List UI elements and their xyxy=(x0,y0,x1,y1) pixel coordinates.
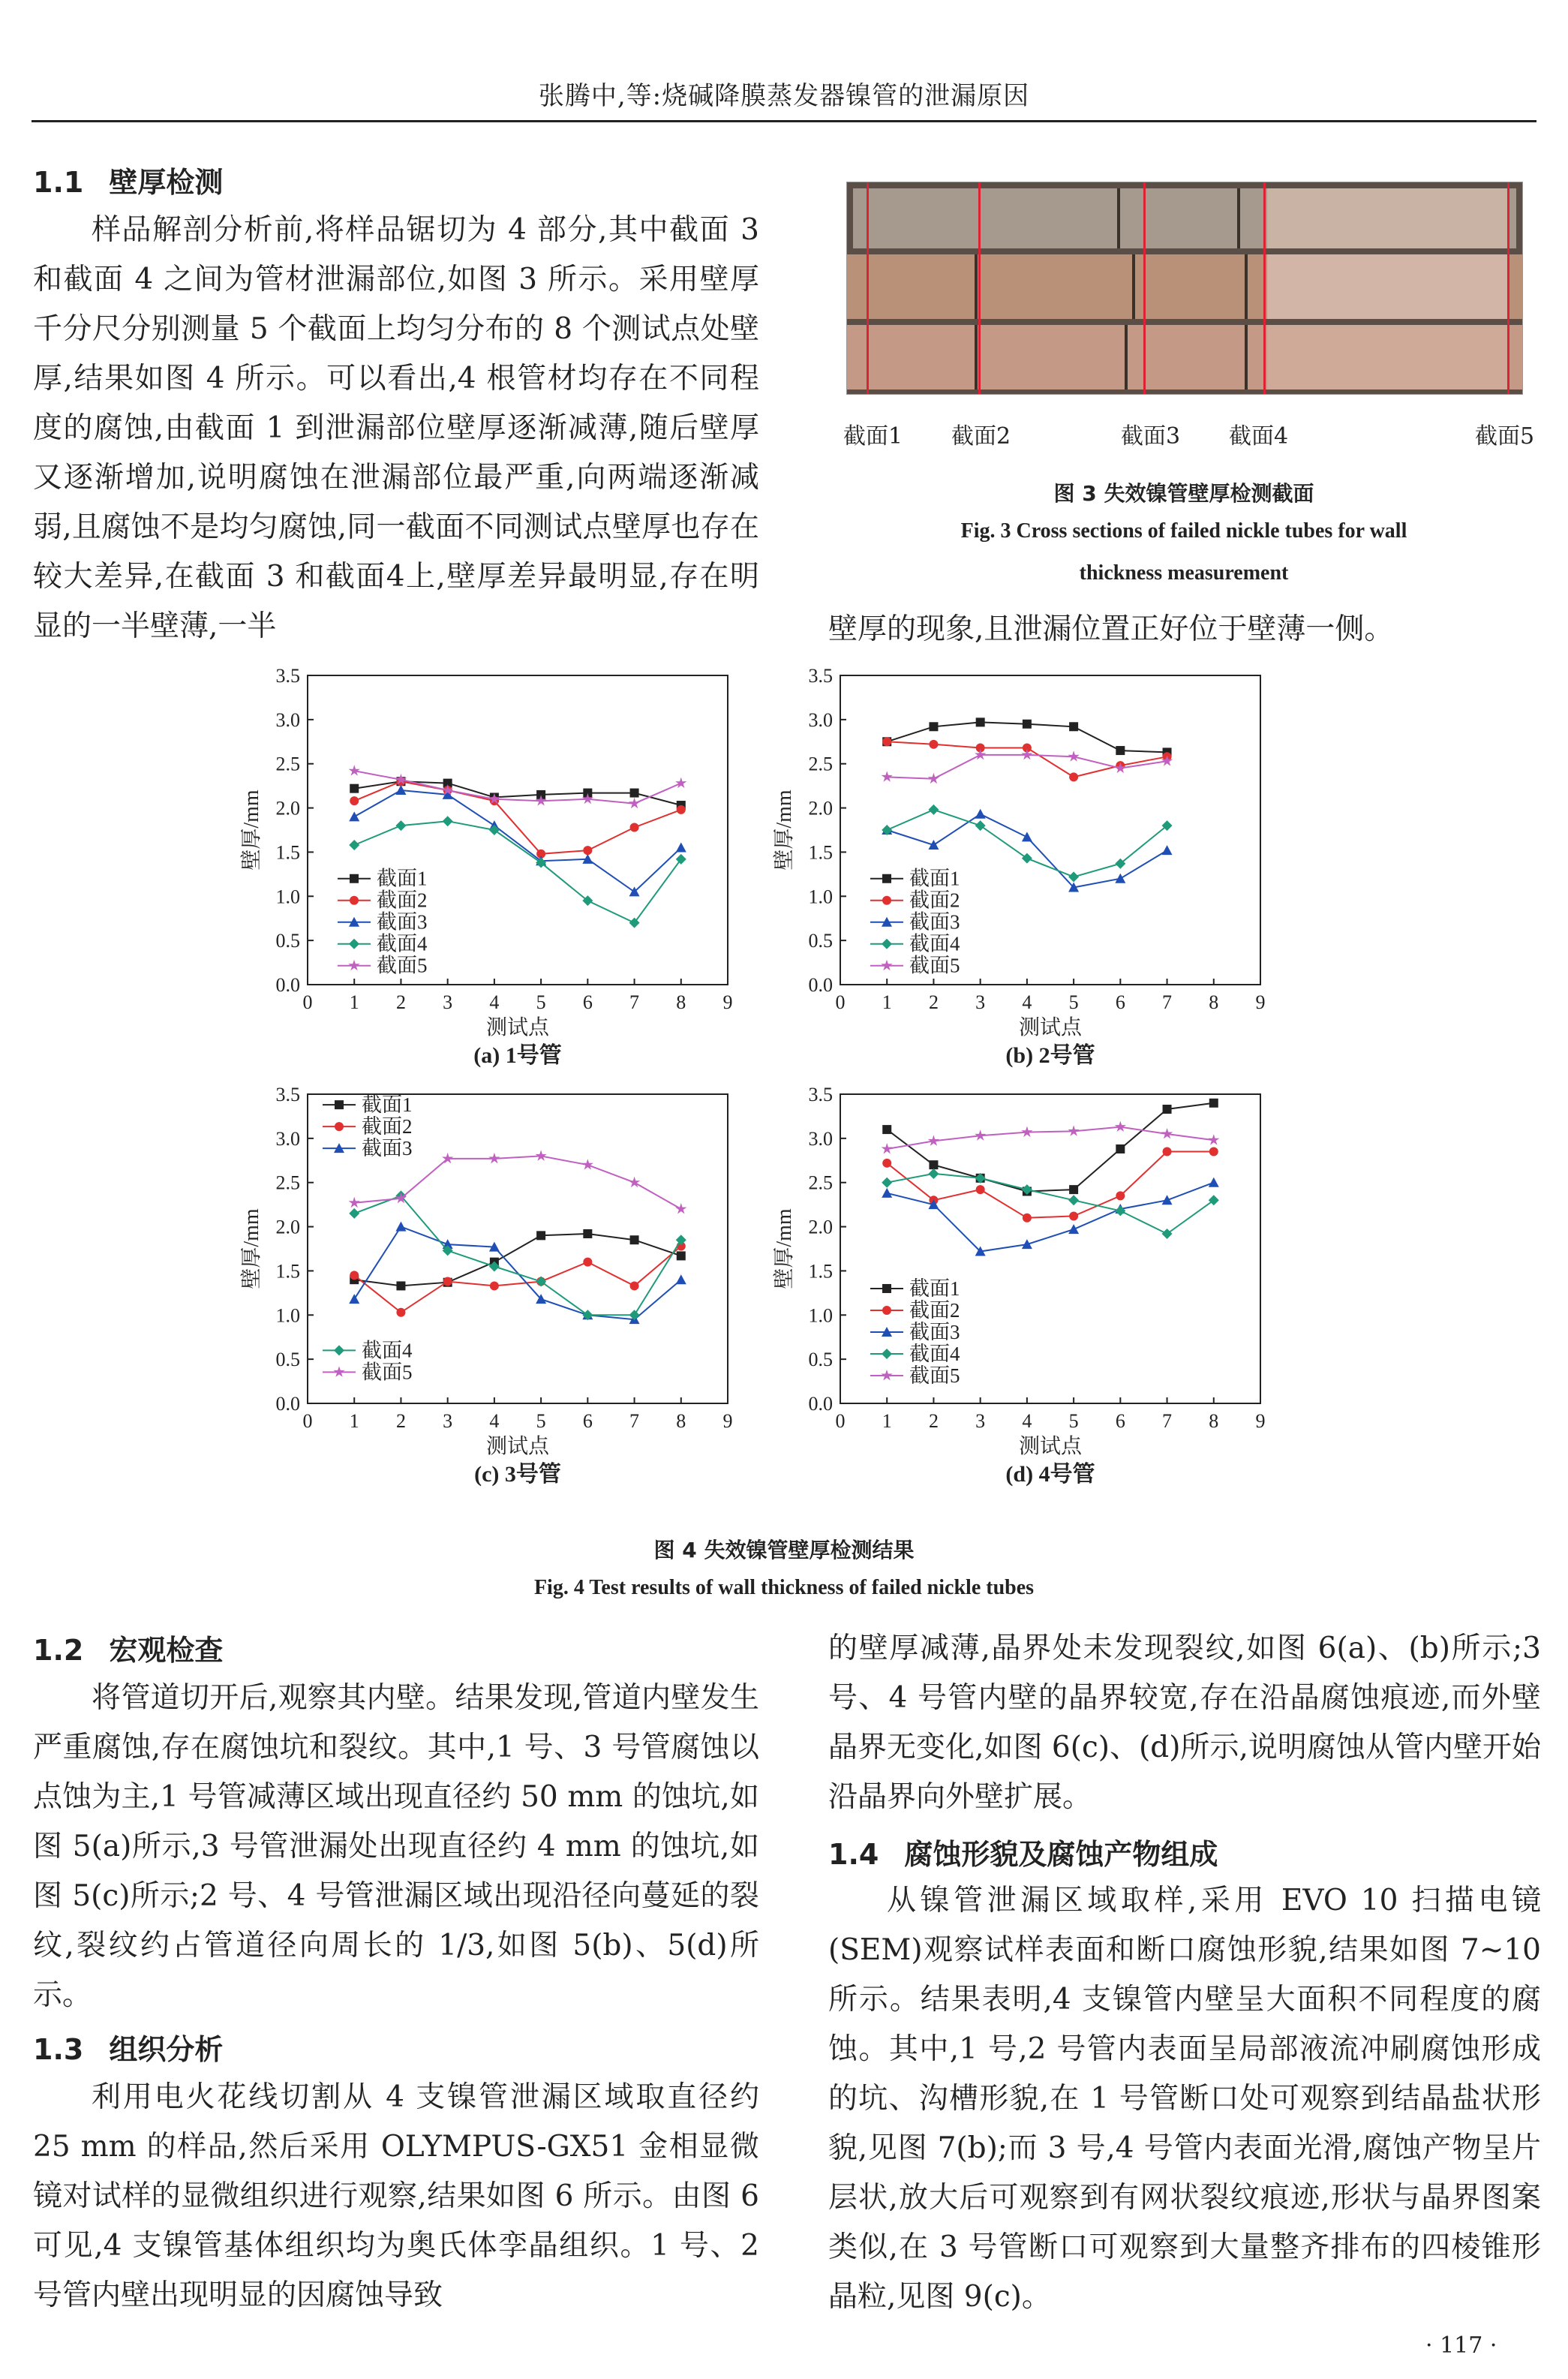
x-tick-label: 1 xyxy=(882,991,892,1013)
data-point xyxy=(350,784,359,793)
legend-label: 截面5 xyxy=(377,954,428,977)
legend-label: 截面2 xyxy=(377,889,428,912)
y-tick-label: 0.5 xyxy=(808,930,833,952)
data-point xyxy=(1023,720,1032,729)
x-tick-label: 6 xyxy=(1115,1410,1125,1432)
y-tick-label: 0.0 xyxy=(808,1393,833,1415)
x-tick-label: 0 xyxy=(302,991,313,1013)
y-tick-label: 0.5 xyxy=(808,1349,833,1371)
data-point xyxy=(882,1188,892,1198)
data-point xyxy=(882,737,891,746)
legend-item xyxy=(870,868,960,890)
chart-subtitle: (b) 2号管 xyxy=(1005,1043,1095,1068)
y-axis-label: 壁厚/mm xyxy=(240,789,263,871)
data-point xyxy=(882,1159,891,1168)
legend-item xyxy=(323,1137,413,1159)
series-line xyxy=(354,1196,681,1315)
legend-marker xyxy=(334,1345,344,1355)
y-tick-label: 3.0 xyxy=(808,708,833,731)
plot-frame xyxy=(308,675,728,985)
section-number: 1.1 xyxy=(33,166,84,199)
data-point xyxy=(583,846,592,855)
legend-label: 截面5 xyxy=(909,954,960,977)
y-tick-label: 3.0 xyxy=(275,708,300,731)
x-axis-label: 测试点 xyxy=(485,1435,550,1458)
y-axis-label: 壁厚/mm xyxy=(773,1208,796,1289)
x-tick-label: 8 xyxy=(676,1410,686,1432)
y-tick-label: 3.5 xyxy=(808,1084,833,1105)
data-point xyxy=(350,1271,359,1280)
legend-marker xyxy=(350,874,359,883)
x-tick-label: 2 xyxy=(928,1410,939,1432)
x-tick-label: 1 xyxy=(882,1410,892,1432)
data-point xyxy=(928,1168,939,1179)
data-point xyxy=(1116,1144,1125,1153)
x-tick-label: 6 xyxy=(582,1410,593,1432)
legend-item xyxy=(323,1361,413,1383)
series-line xyxy=(354,1247,681,1313)
x-tick-label: 7 xyxy=(1162,991,1173,1013)
y-tick-label: 0.0 xyxy=(808,974,833,996)
legend-item xyxy=(870,1321,960,1343)
series-5 xyxy=(882,749,1173,783)
legend-item xyxy=(323,1339,413,1361)
fig3-label-1: 截面1 xyxy=(843,423,903,450)
data-point xyxy=(677,805,686,814)
wall-thickness-paragraph-continued: 壁厚的现象,且泄漏位置正好位于壁薄一侧。 xyxy=(828,612,1394,646)
data-point xyxy=(1069,722,1078,731)
x-tick-label: 0 xyxy=(302,1410,313,1432)
data-point xyxy=(1022,853,1032,864)
y-tick-label: 1.5 xyxy=(275,841,300,864)
data-point xyxy=(928,805,939,815)
x-tick-label: 3 xyxy=(975,1410,986,1432)
y-tick-label: 0.0 xyxy=(275,1393,300,1415)
legend-label: 截面4 xyxy=(377,932,428,955)
data-point xyxy=(443,1277,452,1286)
legend-label: 截面1 xyxy=(909,1277,960,1300)
series-1 xyxy=(350,1229,686,1290)
legend-item xyxy=(870,889,960,912)
chart-c xyxy=(225,1079,750,1507)
data-point xyxy=(676,854,686,865)
legend-marker xyxy=(882,939,892,949)
data-point xyxy=(443,816,453,826)
data-point xyxy=(1116,746,1125,755)
data-point xyxy=(349,840,359,850)
section-line-5 xyxy=(1507,182,1509,394)
y-tick-label: 2.0 xyxy=(808,1216,833,1238)
data-point xyxy=(1162,845,1173,855)
legend-item xyxy=(338,933,428,955)
macro-inspection-paragraph: 将管道切开后,观察其内壁。结果发现,管道内壁发生严重腐蚀,存在腐蚀坑和裂纹。其中,1 号、3 号管腐蚀以点蚀为主,1 号管减薄区域出现直径约 50 mm 的蚀坑,如图 5(a)所示,3 号管泄漏处出现直径约 4 mm 的蚀坑,如图 5(c)所示;2 号、4 号管泄漏区域出现沿径向蔓延的裂纹,裂纹约占管道径向周长的 1/3,如图 5(b)、5(d)所示。 xyxy=(33,1681,759,2012)
data-point xyxy=(1209,1177,1219,1187)
x-tick-label: 9 xyxy=(1255,1410,1266,1432)
data-point xyxy=(630,823,639,832)
data-point xyxy=(536,1277,546,1287)
legend-label: 截面3 xyxy=(909,1320,960,1343)
data-point xyxy=(349,1208,359,1219)
fig3-label-2: 截面2 xyxy=(951,423,1011,450)
data-point xyxy=(1022,1239,1032,1249)
y-tick-label: 3.5 xyxy=(808,665,833,687)
legend-marker xyxy=(349,939,359,949)
legend-item xyxy=(338,889,428,912)
x-tick-label: 1 xyxy=(349,1410,359,1432)
data-point xyxy=(395,820,406,831)
y-tick-label: 0.0 xyxy=(275,974,300,996)
data-point xyxy=(630,789,639,798)
x-tick-label: 6 xyxy=(1115,991,1125,1013)
y-tick-label: 3.5 xyxy=(275,1084,300,1105)
page-number: · 117 · xyxy=(1425,2332,1497,2359)
data-point xyxy=(928,840,939,850)
data-point xyxy=(1209,1147,1218,1156)
x-axis-label: 测试点 xyxy=(1018,1435,1083,1458)
series-line xyxy=(887,1127,1214,1149)
legend-item xyxy=(338,911,428,934)
data-point xyxy=(676,843,686,853)
y-tick-label: 2.5 xyxy=(808,753,833,775)
data-point xyxy=(1068,1195,1079,1205)
data-point xyxy=(630,1281,639,1290)
data-point xyxy=(675,777,686,789)
x-tick-label: 9 xyxy=(722,1410,733,1432)
y-tick-label: 0.5 xyxy=(275,930,300,952)
x-tick-label: 5 xyxy=(536,991,546,1013)
series-2 xyxy=(350,1241,686,1316)
x-tick-label: 6 xyxy=(582,991,593,1013)
data-point xyxy=(1068,1224,1079,1234)
data-point xyxy=(1069,1185,1078,1194)
y-tick-label: 3.0 xyxy=(808,1127,833,1150)
x-tick-label: 7 xyxy=(629,991,640,1013)
section-number: 1.2 xyxy=(33,1634,84,1667)
x-axis-label: 测试点 xyxy=(485,1016,550,1039)
section-number: 1.3 xyxy=(33,2033,84,2066)
data-point xyxy=(1162,1195,1173,1205)
data-point xyxy=(536,1150,547,1161)
x-tick-label: 7 xyxy=(629,1410,640,1432)
x-tick-label: 5 xyxy=(1068,1410,1079,1432)
x-tick-label: 4 xyxy=(1022,1410,1032,1432)
data-point xyxy=(882,1177,892,1188)
legend-marker xyxy=(882,1306,891,1315)
fig3-label-4: 截面4 xyxy=(1229,423,1289,450)
legend-label: 截面1 xyxy=(362,1093,413,1117)
y-tick-label: 2.5 xyxy=(808,1171,833,1194)
fig3-photo xyxy=(846,182,1523,395)
section-title: 壁厚检测 xyxy=(109,166,224,199)
data-point xyxy=(1069,1211,1078,1220)
header-rule xyxy=(32,120,1536,122)
fig3-label-3: 截面3 xyxy=(1121,423,1181,450)
legend-item xyxy=(870,911,960,934)
legend-label: 截面3 xyxy=(909,910,960,934)
data-point xyxy=(929,740,938,749)
fig4-caption-en: Fig. 4 Test results of wall thickness of failed nickle tubes xyxy=(533,1576,1035,1599)
legend-marker xyxy=(882,1284,891,1293)
legend-item xyxy=(338,868,428,890)
x-tick-label: 4 xyxy=(489,991,500,1013)
x-tick-label: 5 xyxy=(536,1410,546,1432)
y-tick-label: 2.0 xyxy=(808,797,833,820)
x-tick-label: 9 xyxy=(1255,991,1266,1013)
x-tick-label: 3 xyxy=(443,1410,453,1432)
legend-label: 截面5 xyxy=(362,1361,413,1384)
data-point xyxy=(489,825,500,835)
legend-marker xyxy=(350,896,359,905)
x-tick-label: 1 xyxy=(349,991,359,1013)
data-point xyxy=(1068,871,1079,882)
y-tick-label: 3.5 xyxy=(275,665,300,687)
data-point xyxy=(976,1185,985,1194)
legend-marker xyxy=(882,874,891,883)
x-tick-label: 5 xyxy=(1068,991,1079,1013)
fig3-caption-cn: 图 3 失效镍管壁厚检测截面 xyxy=(1053,481,1314,506)
legend-marker xyxy=(335,1122,344,1131)
data-point xyxy=(536,1231,545,1240)
x-tick-label: 8 xyxy=(676,991,686,1013)
legend-label: 截面2 xyxy=(909,1298,960,1322)
legend-marker xyxy=(882,1349,892,1359)
fig3-caption-en-line2: thickness measurement xyxy=(1079,561,1289,585)
legend-label: 截面4 xyxy=(362,1339,413,1362)
data-point xyxy=(929,722,938,731)
data-point xyxy=(396,1308,405,1317)
x-tick-label: 4 xyxy=(489,1410,500,1432)
x-tick-label: 9 xyxy=(722,991,733,1013)
y-axis-label: 壁厚/mm xyxy=(240,1208,263,1289)
data-point xyxy=(929,1160,938,1169)
x-tick-label: 2 xyxy=(928,991,939,1013)
data-point xyxy=(350,796,359,805)
legend-marker xyxy=(882,896,891,905)
chart-d xyxy=(758,1079,1283,1507)
data-point xyxy=(1116,1191,1125,1200)
plot-frame xyxy=(840,675,1260,985)
data-point xyxy=(676,1274,686,1284)
legend-label: 截面4 xyxy=(909,932,960,955)
legend-item xyxy=(338,955,428,977)
legend-label: 截面3 xyxy=(377,910,428,934)
section-1-4-heading xyxy=(828,1831,1218,1872)
data-point xyxy=(630,1235,639,1244)
chart-subtitle: (a) 1号管 xyxy=(473,1043,562,1068)
y-tick-label: 1.5 xyxy=(808,841,833,864)
y-tick-label: 1.0 xyxy=(808,886,833,908)
data-point xyxy=(349,1294,359,1304)
legend-item xyxy=(870,933,960,955)
legend-item xyxy=(870,1277,960,1300)
series-2 xyxy=(882,1147,1218,1223)
data-point xyxy=(395,1222,406,1232)
section-1-2-heading xyxy=(33,1627,223,1668)
x-tick-label: 8 xyxy=(1209,991,1219,1013)
plot-frame xyxy=(840,1094,1260,1403)
data-point xyxy=(1163,1105,1172,1114)
legend-item xyxy=(870,955,960,977)
data-point xyxy=(349,765,360,776)
section-line-4 xyxy=(1263,182,1266,394)
legend-label: 截面4 xyxy=(909,1342,960,1365)
x-tick-label: 0 xyxy=(835,991,846,1013)
fig3-caption-en-line1: Fig. 3 Cross sections of failed nickle tubes for wall xyxy=(960,519,1407,543)
wall-thickness-paragraph: 样品解剖分析前,将样品锯切为 4 部分,其中截面 3 和截面 4 之间为管材泄漏部位,如图 3 所示。采用壁厚千分尺分别测量 5 个截面上均匀分布的 8 个测试点处壁厚,结果如图 4 所示。可以看出,4 根管材均存在不同程度的腐蚀,由截面 1 到泄漏部位壁厚逐渐减薄,随后壁厚又逐渐增加,说明腐蚀在泄漏部位最严重,向两端逐渐减弱,且腐蚀不是均匀腐蚀,同一截面不同测试点壁厚也存在较大差异,在截面 3 和截面4上,壁厚差异最明显,存在明显的一半壁薄,一半 xyxy=(33,213,759,643)
section-1-3-heading xyxy=(33,2026,223,2068)
data-point xyxy=(677,1251,686,1260)
y-tick-label: 2.0 xyxy=(275,1216,300,1238)
corrosion-morphology-paragraph: 从镍管泄漏区域取样,采用 EVO 10 扫描电镜(SEM)观察试样表面和断口腐蚀形貌,结果如图 7~10 所示。结果表明,4 支镍管内壁呈大面积不同程度的腐蚀。其中,1 号,2 号管内表面呈局部液流冲刷腐蚀形成的坑、沟槽形貌,在 1 号管断口处可观察到结晶盐状形貌,见图 7(b);而 3 号,4 号管内表面光滑,腐蚀产物呈片层状,放大后可观察到有网状裂纹痕迹,形状与晶界图案类似,在 3 号管断口可观察到大量整齐排布的四棱锥形晶粒,见图 9(c)。 xyxy=(828,1884,1541,2314)
data-point xyxy=(1115,1121,1126,1132)
section-1-1-heading xyxy=(33,159,223,200)
section-line-3 xyxy=(1143,182,1146,394)
legend-label: 截面2 xyxy=(362,1115,413,1138)
data-point xyxy=(975,809,986,819)
data-point xyxy=(1022,832,1032,841)
fig3-label-5: 截面5 xyxy=(1475,423,1535,450)
section-title: 宏观检查 xyxy=(109,1634,224,1667)
section-number: 1.4 xyxy=(828,1838,879,1871)
legend-item xyxy=(323,1115,413,1138)
series-line xyxy=(887,1103,1214,1192)
data-point xyxy=(882,1125,891,1134)
y-tick-label: 3.0 xyxy=(275,1127,300,1150)
y-tick-label: 1.5 xyxy=(275,1260,300,1283)
legend-label: 截面5 xyxy=(909,1364,960,1387)
x-tick-label: 3 xyxy=(975,991,986,1013)
legend-label: 截面1 xyxy=(377,867,428,890)
microstructure-paragraph: 利用电火花线切割从 4 支镍管泄漏区域取直径约 25 mm 的样品,然后采用 OLYMPUS-GX51 金相显微镜对试样的显微组织进行观察,结果如图 6 所示。由图 6 可见,4 支镍管基体组织均为奥氏体孪晶组织。1 号、2 号管内壁出现明显的因腐蚀导致 xyxy=(33,2080,759,2312)
data-point xyxy=(1115,1205,1125,1216)
data-point xyxy=(583,1258,592,1267)
y-tick-label: 1.0 xyxy=(808,1304,833,1327)
x-tick-label: 2 xyxy=(395,991,406,1013)
chart-a xyxy=(225,660,750,1088)
data-point xyxy=(1069,772,1078,781)
data-point xyxy=(975,820,986,831)
x-tick-label: 8 xyxy=(1209,1410,1219,1432)
series-line xyxy=(354,771,681,804)
data-point xyxy=(629,1177,640,1188)
y-axis-label: 壁厚/mm xyxy=(773,789,796,871)
running-header: 张腾中,等:烧碱降膜蒸发器镍管的泄漏原因 xyxy=(538,81,1030,111)
legend-item xyxy=(870,1364,960,1387)
legend-marker xyxy=(335,1100,344,1109)
y-tick-label: 0.5 xyxy=(275,1349,300,1371)
x-axis-label: 测试点 xyxy=(1018,1016,1083,1039)
x-tick-label: 3 xyxy=(443,991,453,1013)
x-tick-label: 2 xyxy=(395,1410,406,1432)
series-5 xyxy=(349,765,687,808)
legend-label: 截面1 xyxy=(909,867,960,890)
series-2 xyxy=(882,737,1171,781)
chart-subtitle: (c) 3号管 xyxy=(474,1462,561,1487)
data-point xyxy=(1163,1147,1172,1156)
data-point xyxy=(349,811,359,821)
section-line-2 xyxy=(978,182,981,394)
y-tick-label: 2.5 xyxy=(275,1171,300,1194)
data-point xyxy=(675,1203,686,1214)
data-point xyxy=(1162,1229,1173,1239)
y-tick-label: 2.5 xyxy=(275,753,300,775)
chart-b xyxy=(758,660,1283,1088)
legend-item xyxy=(323,1093,413,1116)
y-tick-label: 1.5 xyxy=(808,1260,833,1283)
chart-subtitle: (d) 4号管 xyxy=(1005,1462,1095,1487)
y-tick-label: 1.0 xyxy=(275,886,300,908)
series-4 xyxy=(349,1190,686,1320)
y-tick-label: 2.0 xyxy=(275,797,300,820)
x-tick-label: 0 xyxy=(835,1410,846,1432)
legend-label: 截面2 xyxy=(909,889,960,912)
legend-item xyxy=(870,1343,960,1365)
data-point xyxy=(1209,1195,1219,1205)
tube-photo-illustration xyxy=(847,182,1522,394)
data-point xyxy=(1209,1099,1218,1108)
x-tick-label: 4 xyxy=(1022,991,1032,1013)
fig4-caption-cn: 图 4 失效镍管壁厚检测结果 xyxy=(653,1538,915,1562)
series-5 xyxy=(349,1150,687,1214)
section-title: 腐蚀形貌及腐蚀产物组成 xyxy=(904,1838,1218,1871)
section-line-1 xyxy=(867,182,869,394)
data-point xyxy=(1023,1214,1032,1223)
legend-item xyxy=(870,1299,960,1322)
microstructure-paragraph-continued: 的壁厚减薄,晶界处未发现裂纹,如图 6(a)、(b)所示;3 号、4 号管内壁的晶界较宽,存在沿晶腐蚀痕迹,而外壁晶界无变化,如图 6(c)、(d)所示,说明腐蚀从管内壁开始沿晶界向外壁扩展。 xyxy=(828,1632,1541,1814)
data-point xyxy=(396,1281,405,1290)
legend-label: 截面3 xyxy=(362,1137,413,1160)
data-point xyxy=(490,1281,499,1290)
data-point xyxy=(629,918,640,928)
data-point xyxy=(583,1229,592,1238)
y-tick-label: 1.0 xyxy=(275,1304,300,1327)
data-point xyxy=(1115,874,1125,883)
x-tick-label: 7 xyxy=(1162,1410,1173,1432)
section-title: 组织分析 xyxy=(109,2033,224,2066)
data-point xyxy=(976,717,985,726)
